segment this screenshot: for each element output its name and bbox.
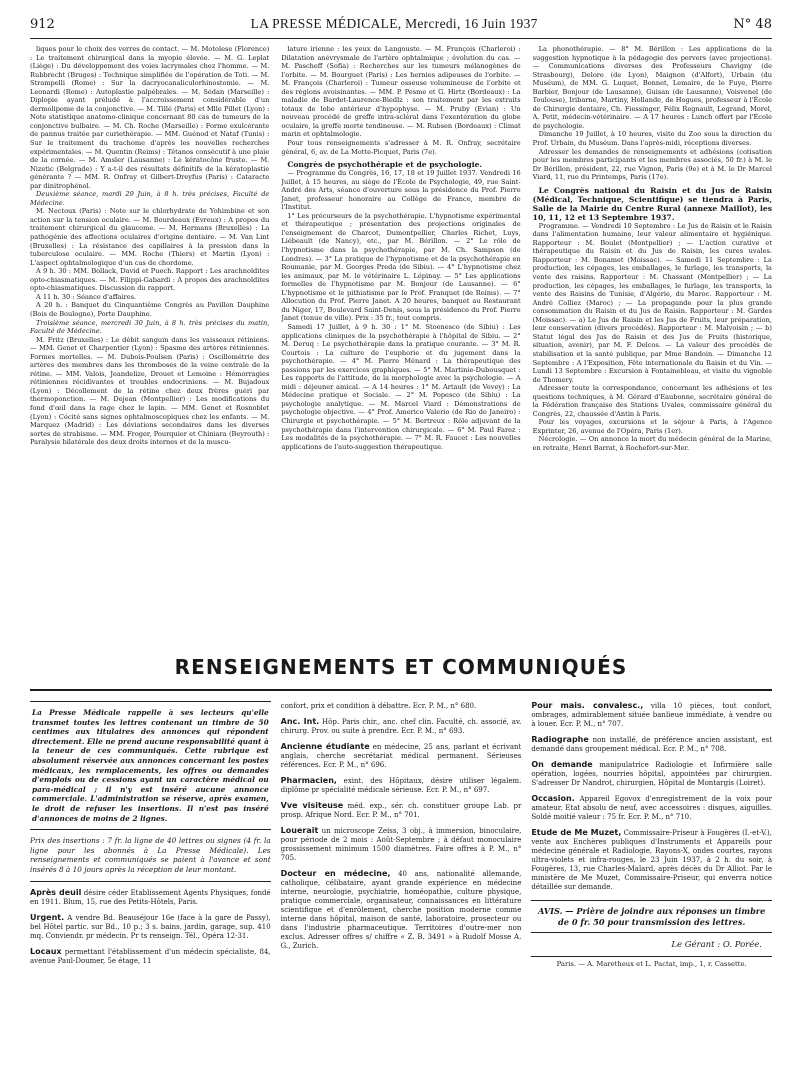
ad-keyword: Pharmacien,: [280, 776, 337, 785]
ad-text: un microscope Zeiss, 3 obj., à immersion, binoculaire, pour période de 2 mois : Août-Septembre ; à défaut monoculaire grossissement minimum 1500 diamètres. Faire offres à P. M., n° 705.: [280, 827, 522, 862]
column-2: [281, 45, 520, 623]
ad-text: A vendre Bd. Beauséjour 16e (face à la gare de Passy), bel Hôtel partic. sur Bd., 10 p.; 3 s. bains, jardin, garage, sup. 410 mq. Conviendr. pr médecin. Pr ts renseign. Tél., Opéra 12-31.: [30, 913, 271, 940]
ad-text: exint. des Hôpitaux, désire utiliser légalem. diplôme pr spécialité médicale sérieuse. Ecr. P. M., n° 697.: [280, 777, 522, 794]
ad-keyword: Vve visiteuse: [280, 801, 344, 810]
ad-keyword: Anc. Int.: [280, 717, 320, 726]
ad-text: villa 10 pièces, tout confort, ombrages, admirablement située banlieue immédiate, à vendre ou à louer. Ecr. P. M., n° 707.: [531, 702, 773, 728]
paragraph: Nécrologie. — On annonce la mort du médecin général de la Marine, en retraite, Henri Barrat, à Rochefort-sur-Mer.: [532, 435, 772, 452]
classified-ad: [281, 701, 522, 711]
article-columns: [30, 45, 772, 623]
classifieds: [30, 701, 772, 969]
ad-text: 40 ans, nationalité allemande, catholique, célibataire, ayant grande expérience en médecine interne, neurologie, psychiatrie, homéopathie, culture physique, pratique commerciale, organisateur, connaissances en littérature scientifique et d'enrôlement, cherche position moderne comme interne dans hôpital, maison de santé, laboratoire, prosecteur ou dans l'industrie pharmaceutique. Territoires d'outre-mer non exclus. Adresser offres s/ chiffre « Z. B. 3491 » à Rudolf Mosse A. G., Zurich.: [280, 870, 522, 950]
paragraph: La phonothérapie. — 8° M. Bérillon : Les applications de la suggestion hypnotique à la pédagogie des pervers (avec projections). — Communications diverses des Professeurs Chavigny (de Strasbourg), Delore (de Lyon), Maignon (d'Alfort), Urbain (du Muséum), de MM. G. Luquet, Bonnet, Lemaire, de le Fuye, Pierre Barbier, Bonjour (de Lausanne), Guisan (de Lausanne), Voisvenel (de Toulouse), Iribarne, Martiny, Hollande, de Hogues, professeur à l'École de Chirurgie dentaire, Ch. Fiessinger, Félix Regnault, Legrand, Morel, A. Petit, médecin-vétérinaire. — A 17 heures : Lunch offert par l'École de psychologie.: [532, 45, 772, 130]
paragraph: Pour tous renseignements s'adresser à M. R. Onfray, secrétaire général, 6, av. de La Motte-Picquet, Paris (7e).: [281, 139, 521, 156]
ad-text: confort, prix et condition à débattre. Ecr. P. M., n° 680.: [280, 702, 477, 710]
ad-keyword: Locaux: [30, 946, 62, 956]
paragraph: — Programme du Congrès, 16, 17, 18 et 19 Juillet 1937. Vendredi 16 Juillet, à 15 heures, au siège de l'École de Psychologie, 49, rue Saint-André des Arts, séance d'ouverture sous la présidence du Prof. Pierre Janet, professeur honoraire au Collège de France, membre de l'Institut.: [281, 169, 521, 212]
paragraph: Deuxième séance, mardi 29 Juin, à 8 h. très précises, Faculté de Médecine.: [30, 190, 270, 207]
ad-text: Appareil Egovox d'enregistrement de la voix pour amateur. Etat absolu de neuf, avec accessoires : disques, aiguilles. Soldé moitié valeur : 75 fr. Ecr. P. M., n° 710.: [531, 795, 773, 821]
paragraph: Programme. — Vendredi 10 Septembre : Le Jus de Raisin et le Raisin dans l'alimentation humaine, leur valeur alimentaire et hygiénique. Rapporteur : M. Boulet (Montpellier) ; — L'action curative et thérapeutique du Raisin et du Jus de Raisin, les cures uvales. Rapporteur : M. Bonamet (Moissac). — Samedi 11 Septembre : La production, les cépages, les emballages, le furlage, les transports, la vente des raisins. Rapporteur : M. Chassant (Montpellier) ; — La production, les cépages, les emballages, le furlage, les transports, la vente des Raisins de Tunisie, d'Algérie, du Maroc. Rapporteur : M. André Colliez (Maroc) ; — La propagande pour la plus grande consommation du Raisin et du Jus de Raisin. Rapporteur : M. Gardes (Moissac). — a) Le Jus de Raisin et les Jus de Fruits, leur préparation, leur conservation (divers procédés). Rapporteur : M. Malvoisin ; — b) Statut légal des Jus de Raisin et des Jus de Fruits (historique, situation, avenir), par M. F. Delcos. — La valeur des procédés de stabilisation et la santé publique, par Mme Bandoin. — Dimanche 12 Septembre : A l'Exposition, Fête internationale du Raisin et du Vin. — Lundi 13 Septembre : Excursion à Fontainebleau, et visite du vignoble de Thomery.: [532, 221, 772, 384]
paragraph: Samedi 17 Juillet, à 9 h. 30 : 1° M. Stoenesco (de Sibiu) : Les applications cliniques de la psychothérapie à l'hôpital de Sibiu. — 2° M. Deruq : Le psychothérapie dans la pratique courante. — 3° M. R. Courtois : La culture de l'euphorie et du jugement dans la psychothérapie. — 4° M. Pierre Ménard : La thérapeutique des passions par les exercices graphiques. — 5° M. Martinie-Dubousquet : Les rapports de l'attitude, de la morphologie avec la psychologie. — A midi : déjeuner amical. — A 14 heures : 1° M. Artault (de Vevey) : La Médecine pratique et Sociale. — 2° M. Popesco (de Sibiu) : La psychologie analytique. — M. Marcel Viard : Démonstrations de psychologie objective. — 4° Prof. Americo Valerio (de Rio de Janeiro) : Chirurgie et psychothérapie. — 5° M. Bertreux : Rôle adjuvant de la psychothérapie dans l'intervention chirurgicale. — 6° M. Paul Farez : Les modalités de la psychothérapie. — 7° M. R. Faucet : Les nouvelles applications de l'auto-suggestion thérapeutique.: [281, 322, 521, 451]
editorial-notice: La Presse Médicale rappelle à ses lecteurs qu'elle transmet toutes les lettres contenant un timbre de 50 centimes aux titulaires des annonces qui répondent directement. Elle ne prend aucune responsabilité quant à la teneur de ces communiqués. Cette rubrique est absolument réservée aux annonces concernant les postes médicaux, les remplacements, les offres ou demandes d'emplois ou de cessions ayant un caractère médical ou para-médical ; il n'y est inséré aucune annonce commerciale. L'administration se réserve, après examen, le droit de refuser les insertions. Il n'est pas inséré d'annonces de moins de 2 lignes.: [30, 701, 271, 830]
classified-ad: [30, 913, 271, 941]
paragraph: Troisième séance, mercredi 30 Juin, à 8 h. très précises du matin, Faculté de Médecine.: [30, 318, 270, 336]
paragraph: M. Nectoux (Paris) : Note sur le chlorhydrate de Yohimbine et son action sur la tension oculaire. — M. Bourdeaux (Evreux) : A propos du traitement chirurgical du glaucome. — M. Hermans (Bruxelles) : La pathogénie des affections oculaires d'origine dentaire. — M. Van Lint (Bruxelles) : La résistance des capillaires à la pression dans la tuberculose oculaire. — MM. Roche (Thiers) et Martin (Lyon) : L'aspect ophtalmologique d'un cas de chordome.: [30, 207, 270, 267]
running-head: [30, 16, 772, 39]
paragraph: liques pour le choix des verres de contact. — M. Motolese (Florence) : Le traitement chirurgical dans la myopie élevée. — M. G. Leplat (Liège) : Du développement des voies lacrymales chez l'homme. — M. Rubbrecht (Bruges) : Technique simplifiée de l'opération de Toti. — M. Strampelli (Rome) : Sur la dacryocanaliculorhinostomie. — M. Leonardi (Rome) : Autoplastie palpébrales. — M. Sédan (Marseille) : Diplopie ayant préludé à l'accroissement considérable d'un dermolipome de la conjonctive. — M. Tillé (Paris) et Mlle Pillet (Lyon) : Note statistique anatomo-clinique concernant 80 cas de tumeurs de la conjonctive bulbaire. — M. Ch. Roche (Marseille) : Forme exulcérante de pannus traitée par curiethérapie. — MM. Guénod et Nataf (Tunis) : Sur le traitement du trachome d'après les nouvelles recherches expérimentales. — M. Quentin (Reims) : Tétanos consécutif à une plaie de la cornée. — M. Amsler (Lausanne) : Le kératocône fruste. — M. Nizetic (Belgrade) : Y a-t-il des résultats définitifs de la kératoplastie générante ? — MM. R. Onfray et Gilbert-Dreyfus (Paris) : Cataracte par dinitrophénol.: [30, 45, 270, 190]
ad-text: manipulatrice Radiologie et Infirmière salle opération, logées, nourries hôpital, appointées par chirurgien. S'adresser Dr Nandrot, chirurgien, Hôpital de Montargis (Loiret).: [531, 761, 773, 787]
ad-keyword: Ancienne étudiante: [280, 742, 370, 751]
paragraph: A 20 h. : Banquet du Cinquantième Congrès au Pavillon Dauphine (Bois de Boulogne), Porte Dauphine.: [30, 301, 270, 318]
ad-keyword: Etude de Me Muzet,: [531, 828, 622, 837]
issue-number: N° 48: [733, 17, 772, 32]
paragraph: M. Fritz (Bruxelles) : Le débit sanguin dans les vaisseaux rétiniens. — MM. Genet et Charpentier (Lyon) : Spasme des artères rétiniennes. Formes mortelles. — M. Dubois-Poulsen (Paris) : Oscillométrie des artères des membres dans les thromboses de la veine centrale de la rétine. — MM. Valois, Jeandelize, Drouet et Lemoine : Hémorragies rétiniennes récidivantes et troubles endocriniens. — M. Bujadoux (Lyon) : Décollement de la rétine chez deux frères guéri par thermoponction. — M. Dejean (Montpellier) : Les modifications du fond d'œil dans la rage chez le lapin. — MM. Genet et Rosnoblet (Lyon) : Cécité sans signes ophtalmoscopiques chez les enfants. — M. Marquez (Madrid) : Les déviations secondaires dans les diverses sortes de strabisme. — MM. Froger, Pourquier et Chiniara (Beyrouth) : Paralysie bilatérale des deux droits internes et de la muscu-: [30, 335, 270, 447]
ad-text: méd. exp., sér. ch. constituer groupe Lab. pr prosp. Afrique Nord. Ecr. P. M., n° 701.: [280, 802, 522, 819]
classifieds-column-3: [531, 701, 772, 969]
classified-ad: [281, 717, 522, 736]
ad-text: en médecine, 25 ans, parlant et écrivant anglais, cherche secrétariat médical permanent. Sérieuses références. Ecr. P. M., n° 696.: [280, 743, 522, 769]
paragraph: 1° Les précurseurs de la psychothérapie. L'hypnotisme expérimental et thérapeutique ; présentation des projections originales de l'enseignement de Charcot, Dumontpellier, Charles Richet, Luys, Liébeault (de Nancy), etc., par M. Bérillon. — 2° Le rôle de l'hypnotisme dans la psychothérapie, par M. Ch. Sampson (de Londres). — 3° La pratique de l'hypnotisme et de la psychothérapie en Roumanie, par M. Georges Preda (de Sibiu). — 4° L'hypnotisme chez les animaux, par M. le vétérinaire L. Lépinay. — 5° Les applications formelles de l'hypnotisme par M. Bonjour (de Lausanne). — 6° L'hypnotisme et le pithiatisme par le Prof. Franquet (de Reims). — 7° Allocution du Prof. Pierre Janet. A 20 heures, banquet au Restaurant du Niger, 17, Boulevard Saint-Denis, sous la présidence du Prof. Pierre Janet (tenue de ville). Prix : 35 fr., tout compris.: [281, 211, 521, 323]
paragraph: A 11 h. 30 : Séance d'affaires.: [36, 292, 137, 301]
ad-text: permettant l'établissement d'un médecin spécialiste, 84, avenue Paul-Doumer, 5e étage, 11: [30, 947, 271, 965]
section-banner: [30, 631, 772, 691]
ad-keyword: Docteur en médecine,: [280, 869, 391, 878]
column-1: [30, 45, 269, 623]
classified-ad: [281, 869, 522, 951]
classified-ad: [531, 735, 772, 754]
classified-ad: [531, 794, 772, 822]
ad-text: non installé, de préférence ancien assistant, est demandé dans groupement médical. Ecr. P. M., n° 708.: [531, 736, 773, 753]
paragraph: Dimanche 19 Juillet, à 10 heures, visite du Zoo sous la direction du Prof. Urbain, du Muséum. Dans l'après-midi, réceptions diverses.: [532, 130, 772, 148]
page-number: 912: [30, 17, 55, 32]
ad-keyword: Occasion.: [531, 794, 575, 803]
paragraph: Adresser toute la correspondance, concernant les adhésions et les questions techniques, à M. Gérard d'Eaubonne, secrétaire général de la Fédération française des Stations Uvales, commissaire général du Congrès, 22, chaussée d'Antin à Paris.: [532, 384, 772, 418]
paragraph: lature irienne : les yeux de Langouste. — M. François (Charleroi) : Dilatation anévrysmale de l'artère ophtalmique ; évolution du cas. — M. Pascheff (Sofia) : Recherches sur les tumeurs mélanogènes de l'orbite. — M. Bourguet (Paris) : Les hernies adipeuses de l'orbite. — M. François (Charleroi) : Tumeur osseuse volumineuse de l'orbite et des régions avoisinantes. — MM. P. Pesme et G. Hirtz (Bordeaux) : La maladie de Bardet-Laurence-Biedlz : son traitement par les extraits totaux de lobe antérieur d'hypophyse. — M. Pruby (Evian) : Un nouveau procédé de greffe intra-scléral dans l'exentération du globe oculaire, la greffe morte tendineuse. — M. Rubsen (Bordeaux) : Climat marin et ophtalmologie.: [281, 45, 521, 139]
journal-title: LA PRESSE MÉDICALE, Mercredi, 16 Juin 1937: [250, 16, 538, 31]
classifieds-column-2: [281, 701, 522, 969]
classified-ad: [30, 888, 271, 907]
ad-keyword: On demande: [531, 760, 593, 769]
paragraph: A 9 h. 30 : MM. Bollack, David et Puech. Rapport : Les arachnoïdites opto-chiasmatiques. — M. Filippi-Gabardi : A propos des arachnoïdites opto-chiasmatiques. Discussion du rapport.: [30, 267, 270, 293]
ad-keyword: Louerait: [280, 826, 319, 835]
printer-imprint: Paris. — A. Maretheux et L. Pactat, imp., 1, r. Cassette.: [531, 956, 772, 969]
classifieds-column-1: [30, 701, 271, 969]
classified-ad: [531, 760, 772, 788]
classified-ad: [281, 742, 522, 770]
insertion-rates: Prix des insertions : 7 fr. la ligne de 40 lettres ou signes (4 fr. la ligne pour les abonnés à La Presse Médicale). Les renseignements et communiqués se paient à l'avance et sont insérés 8 à 10 jours après la réception de leur montant.: [30, 836, 271, 881]
ad-text: Hôp. Paris chir., anc. chef clin. Faculté, ch. associé, av. chirurg. Prov. ou suite à prendre. Ecr. P. M., n° 693.: [280, 718, 522, 735]
classified-ad: [531, 828, 772, 892]
ad-keyword: Après deuil: [30, 887, 82, 897]
ad-text: désire céder Etablissement Agents Physiques, fondé en 1911. Blum, 15, rue des Petits-Hôtels, Paris.: [30, 888, 271, 906]
paragraph: Adresser les demandes de renseignements et adhésions (cotisation pour les membres participants et les membres associés, 50 fr.) à M. le Dr Bérillon, président, 22, rue Vignon, Paris (9e) et à M. le Dr Marcel Viard, 11, rue du Printemps, Paris (17e).: [532, 147, 772, 182]
section-title: Congrès de psychothérapie et de psychologie.: [287, 160, 483, 170]
classified-ad: [281, 801, 522, 820]
newspaper-page: [30, 16, 772, 969]
banner-rule: [30, 689, 772, 691]
column-3: [533, 45, 772, 623]
ad-keyword: Radiographe: [531, 735, 589, 744]
banner-title: RENSEIGNEMENTS ET COMMUNIQUÉS: [174, 655, 628, 679]
classified-ad: [30, 947, 271, 966]
paragraph: Pour les voyages, excursions et le séjour à Paris, à l'Agence Exprinter, 26, avenue de l'Opéra, Paris (1er).: [532, 418, 772, 435]
ad-keyword: Urgent.: [30, 912, 65, 922]
classified-ad: [531, 701, 772, 729]
classified-ad: [281, 826, 522, 863]
avis-notice: AVIS. — Prière de joindre aux réponses un timbre de 0 fr. 50 pour transmission des lettres.: [531, 900, 772, 933]
ad-keyword: Pour mais. convalesc.,: [531, 701, 644, 710]
ad-text: Commissaire-Priseur à Fougères (I.-et-V.), vente aux Enchères publiques d'Instruments et Appareils pour médecine générale et Radiologie, Rayons-X, ondes courtes, rayons ultra-violets et infra-rouges, le 23 Juin 1937, à 2 h. du soir, à Fougères, 13, rue Charles-Malard, après décès du Dr Alliot. Par le ministère de Me Muzet, Commissaire-Priseur, qui enverra notice détaillée sur demande.: [531, 829, 773, 891]
classified-ad: [281, 776, 522, 795]
gerant-signature: Le Gérant : O. Porée.: [671, 940, 763, 950]
section-title: Le Congrès national du Raisin et du Jus de Raisin (Médical, Technique, Scientifique) se tiendra à Paris, Salle de la Mairie du Centre Rural (annexe Maillot), les 10, 11, 12 et 13 Septembre 1937.: [532, 185, 772, 222]
